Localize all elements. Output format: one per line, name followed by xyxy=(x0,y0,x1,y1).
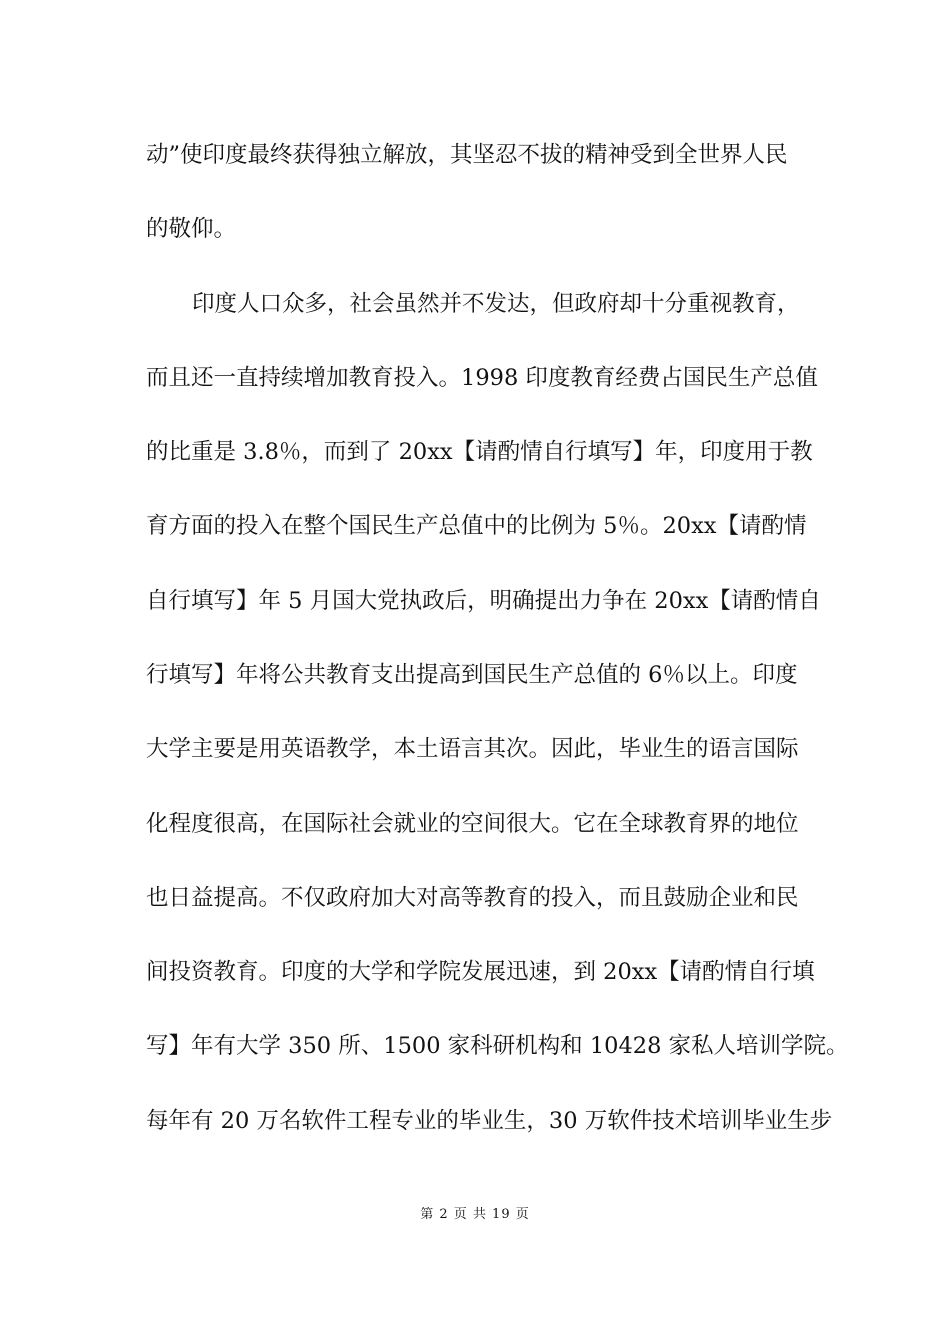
paragraph-1-line-2: 的敬仰。 xyxy=(146,216,237,242)
paragraph-2-line-6: 行填写】年将公共教育支出提高到国民生产总值的 6％以上。印度 xyxy=(146,662,798,688)
paragraph-2-line-8: 化程度很高，在国际社会就业的空间很大。它在全球教育界的地位 xyxy=(146,811,799,837)
paragraph-2-line-12: 每年有 20 万名软件工程专业的毕业生，30 万软件技术培训毕业生步 xyxy=(146,1108,833,1134)
paragraph-2-line-1: 印度人口众多，社会虽然并不发达，但政府却十分重视教育， xyxy=(192,291,800,317)
paragraph-2-line-11: 写】年有大学 350 所、1500 家科研机构和 10428 家私人培训学院。 xyxy=(146,1033,849,1059)
paragraph-2-line-7: 大学主要是用英语教学，本土语言其次。因此，毕业生的语言国际 xyxy=(146,736,799,762)
paragraph-2-line-5: 自行填写】年 5 月国大党执政后，明确提出力争在 20xx【请酌情自 xyxy=(146,588,821,614)
paragraph-2-line-10: 间投资教育。印度的大学和学院发展迅速，到 20xx【请酌情自行填 xyxy=(146,959,815,985)
page-number-footer: 第 2 页 共 19 页 xyxy=(420,1207,530,1222)
paragraph-2-line-2: 而且还一直持续增加教育投入。1998 印度教育经费占国民生产总值 xyxy=(146,365,818,391)
paragraph-2-line-9: 也日益提高。不仅政府加大对高等教育的投入，而且鼓励企业和民 xyxy=(146,885,799,911)
paragraph-1-line-1: 动”使印度最终获得独立解放，其坚忍不拔的精神受到全世界人民 xyxy=(146,142,788,168)
paragraph-2-line-4: 育方面的投入在整个国民生产总值中的比例为 5％。20xx【请酌情 xyxy=(146,513,807,539)
paragraph-2-line-3: 的比重是 3.8％，而到了 20xx【请酌情自行填写】年，印度用于教 xyxy=(146,439,813,465)
